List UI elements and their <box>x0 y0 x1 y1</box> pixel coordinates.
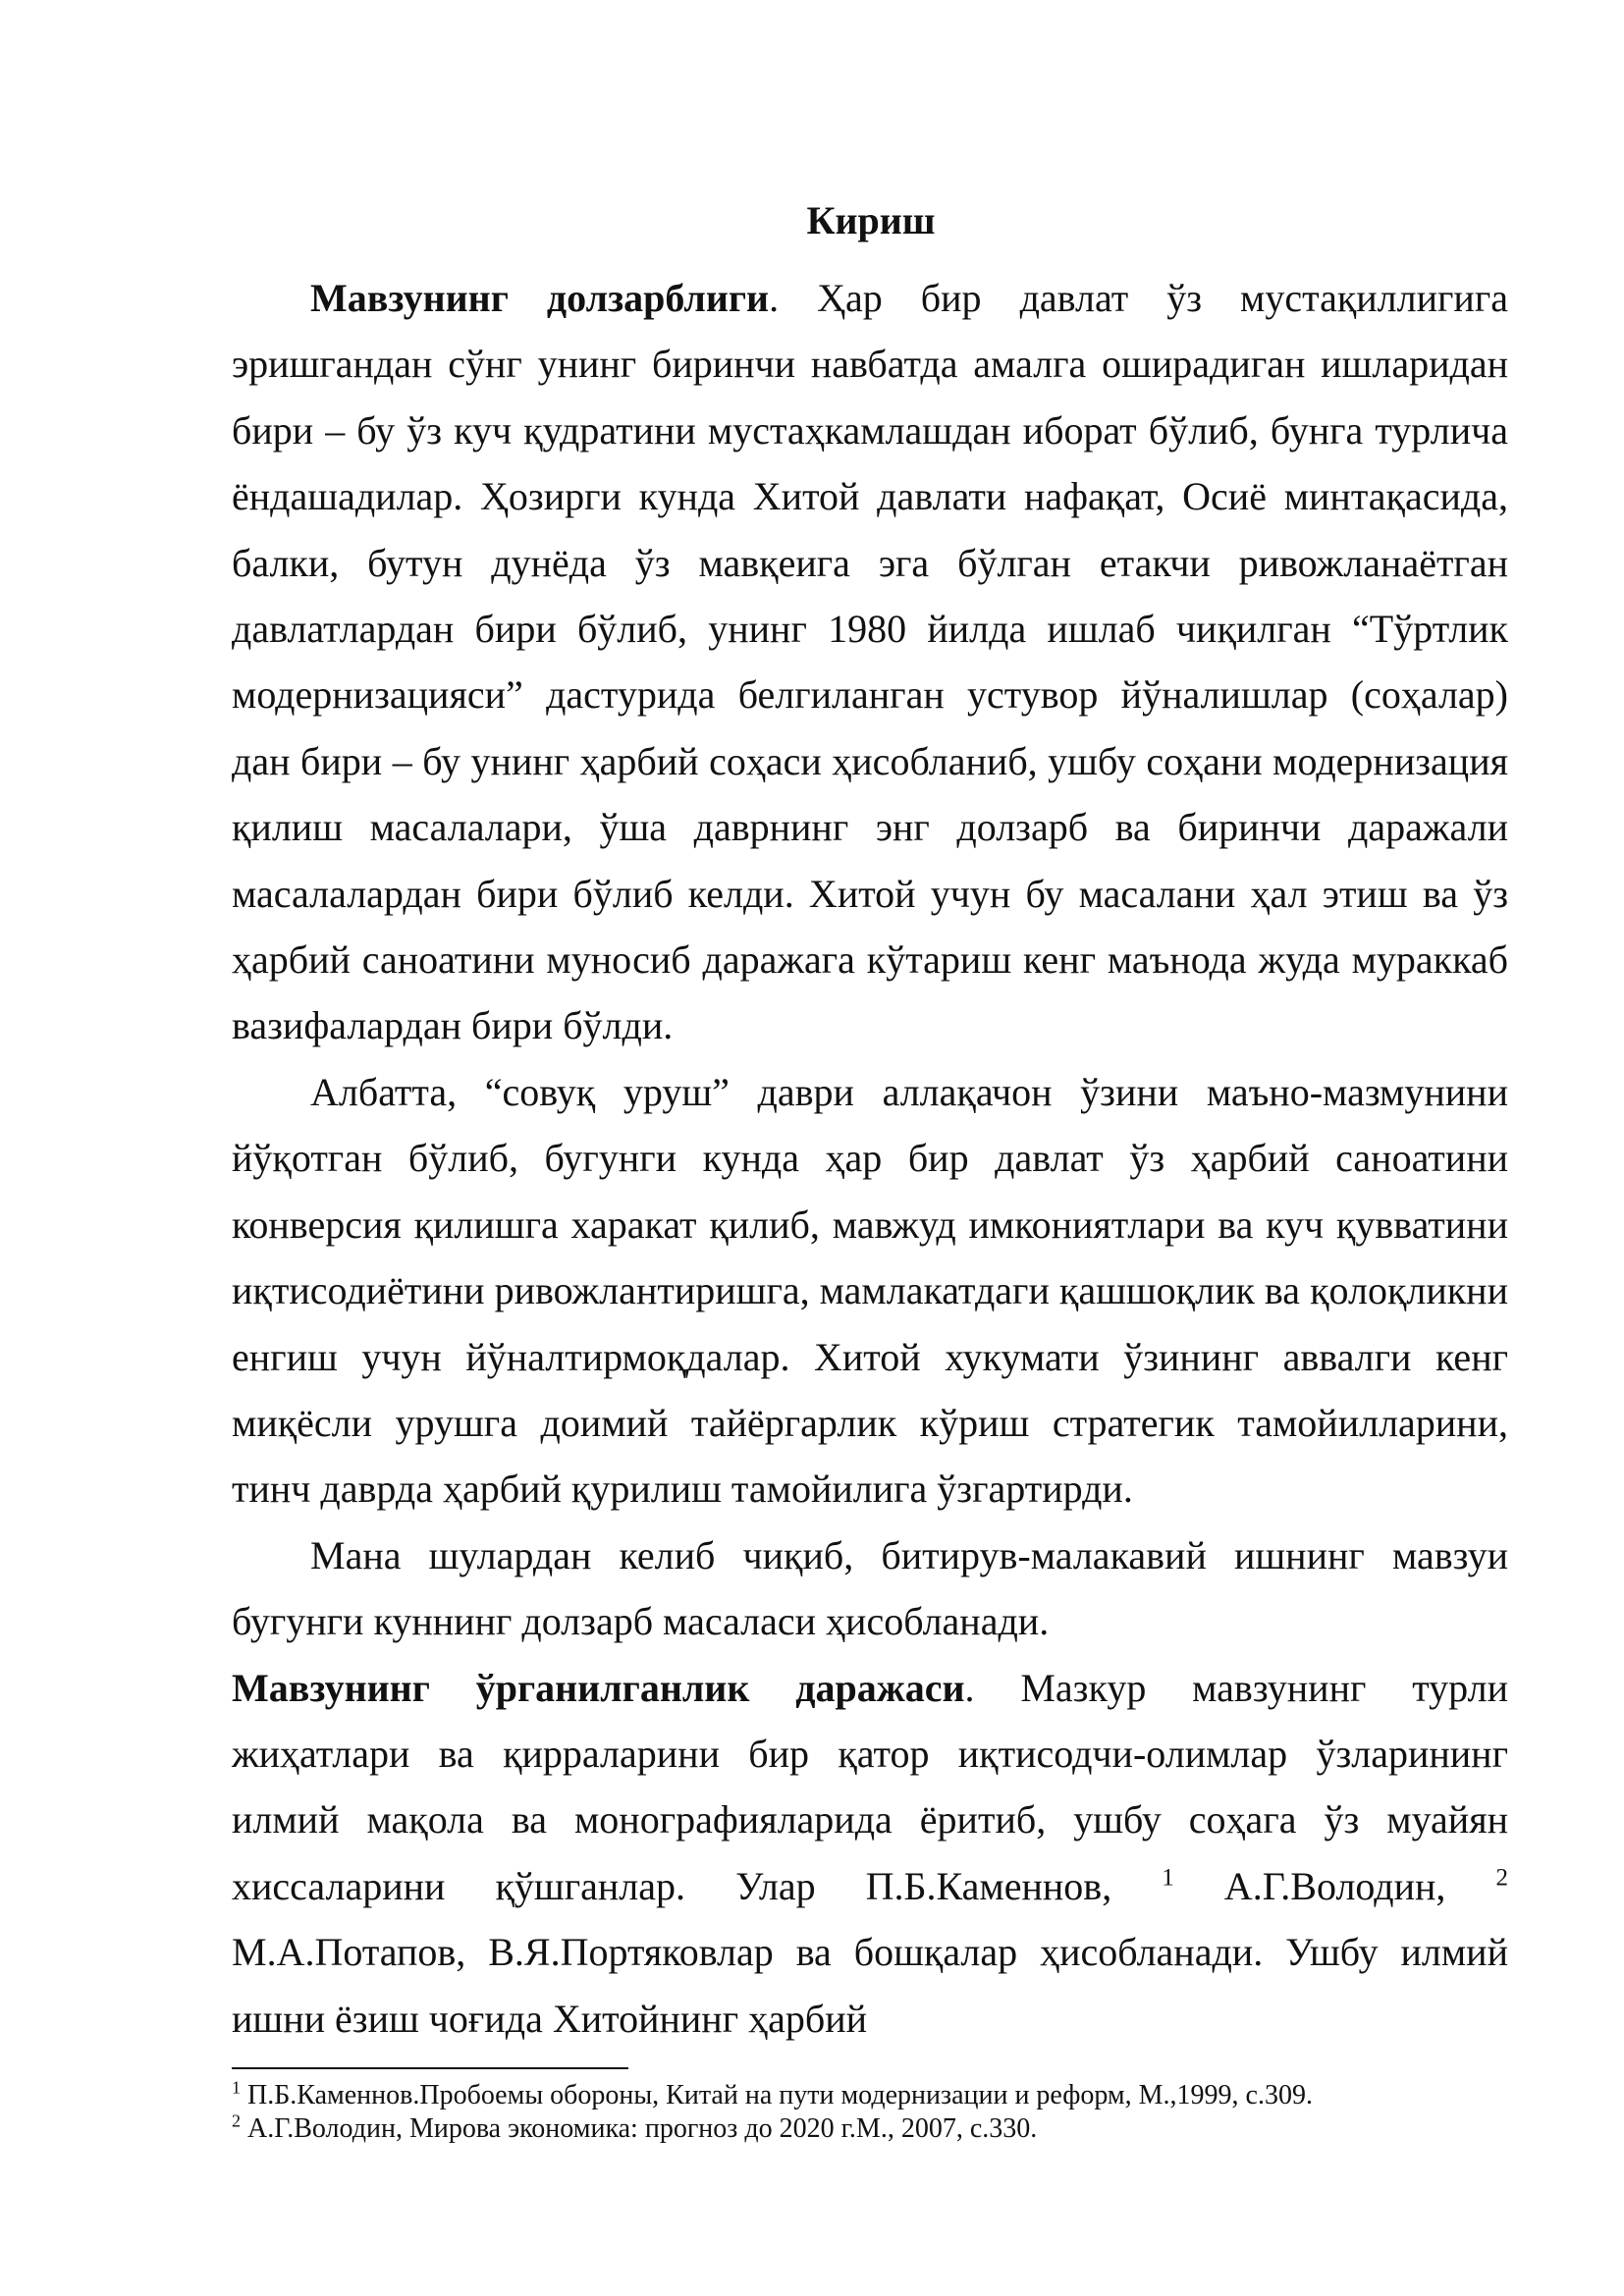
relevance-heading: Мавзунинг долзарблиги <box>310 276 770 320</box>
study-level-text-b: А.Г.Володин, <box>1173 1863 1496 1908</box>
footnote-2 <box>232 2112 1508 2146</box>
study-level-text-a: . Мазкур мавзунинг турли жиҳатлари ва қирраларини бир қатор иқтисодчи-олимлар ўзларининг илмий мақола ва монографияларида ёритиб, ушбу соҳага ўз муайян хиссаларини қўшганлар. Улар П.Б.Каменнов, <box>232 1665 1509 1908</box>
footnote-ref-2[interactable]: 2 <box>1495 1864 1508 1892</box>
paragraph-study-level <box>232 1655 1508 2052</box>
relevance-text: . Ҳар бир давлат ўз мустақиллигига эришгандан сўнг унинг биринчи навбатда амалга оширадиган ишларидан бири – бу ўз куч қудратини мустаҳкамлашдан иборат бўлиб, бунга турлича ёндашадилар. Ҳозирги кунда Хитой давлати нафақат, Осиё минтақасида, балки, бутун дунёда ўз мавқеига эга бўлган етакчи ривожланаётган давлатлардан бири бўлиб, унинг 1980 йилда ишлаб чиқилган “Тўртлик модернизацияси” дастурида белгиланган устувор йўналишлар (соҳалар) дан бири – бу унинг ҳарбий соҳаси ҳисобланиб, ушбу соҳани модернизация қилиш масалалари, ўша даврнинг энг долзарб ва биринчи даражали масалалардан бири бўлиб келди. Хитой учун бу масалани ҳал этиш ва ўз ҳарбий саноатини муносиб даражага кўтариш кенг маънода жуда мураккаб вазифалардан бири бўлди. <box>232 276 1508 1048</box>
page-title: Кириш <box>806 198 936 242</box>
footnote-separator <box>232 2067 628 2069</box>
footnote-text-2: А.Г.Володин, Мирова экономика: прогноз до 2020 г.М., 2007, с.330. <box>241 2113 1038 2144</box>
footnote-1 <box>232 2079 1508 2112</box>
footnote-mark-2: 2 <box>232 2110 241 2131</box>
study-level-text-c: М.А.Потапов, В.Я.Портяковлар ва бошқалар ҳисобланади. Ушбу илмий ишни ёзиш чоғида Хитойнинг ҳарбий <box>232 1930 1508 2041</box>
footnote-text-1: П.Б.Каменнов.Пробоемы обороны, Китай на пути модернизации и реформ, М.,1999, с.309. <box>241 2080 1313 2110</box>
document-body <box>232 265 1508 2052</box>
footnote-mark-1: 1 <box>232 2077 241 2098</box>
footnotes <box>232 2079 1508 2146</box>
paragraph-relevance <box>232 265 1508 1059</box>
paragraph-conclusion: Мана шулардан келиб чиқиб, битирув-малакавий ишнинг мавзуи бугунги куннинг долзарб масаласи ҳисобланади. <box>232 1532 1508 1644</box>
study-level-heading: Мавзунинг ўрганилганлик даражаси <box>232 1665 965 1710</box>
paragraph-cold-war: Албатта, “совуқ уруш” даври аллақачон ўзини маъно-мазмунини йўқотган бўлиб, бугунги кунда ҳар бир давлат ўз ҳарбий саноатини конверсия қилишга харакат қилиб, мавжуд имкониятлари ва куч қувватини иқтисодиётини ривожлантиришга, мамлакатдаги қашшоқлик ва қолоқликни енгиш учун йўналтирмоқдалар. Хитой хукумати ўзининг аввалги кенг миқёсли урушга доимий тайёргарлик кўриш стратегик тамойилларини, тинч даврда ҳарбий қурилиш тамойилига ўзгартирди. <box>232 1069 1508 1512</box>
footnote-ref-1[interactable]: 1 <box>1162 1864 1174 1892</box>
